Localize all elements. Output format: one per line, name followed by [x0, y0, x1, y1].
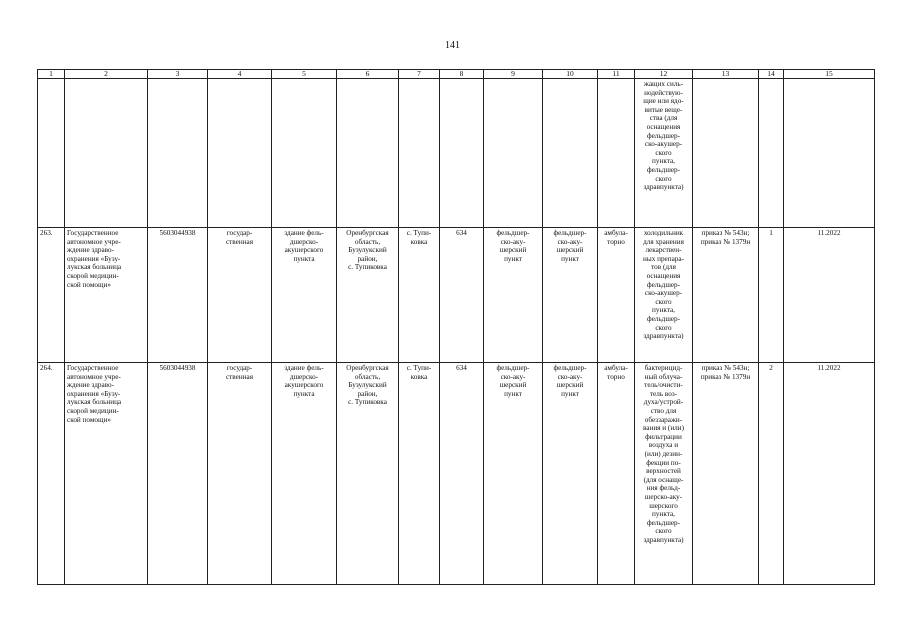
- cell-line: холодильник: [643, 229, 684, 237]
- header-cell: 1: [38, 70, 65, 79]
- quantity-cell: 1: [759, 228, 784, 363]
- cell-line: верхностей: [646, 467, 681, 476]
- cell-line: пункт: [561, 389, 579, 398]
- cell-line: фельдшер-: [646, 131, 681, 140]
- cell-line: оснащения: [646, 122, 681, 131]
- cell-line: ско-акушер-: [644, 289, 683, 298]
- cell-line: акушерского: [284, 381, 324, 390]
- cell-line: шерский: [556, 246, 584, 255]
- cell-line: с. Тупиковка: [348, 263, 387, 272]
- header-cell: 2: [65, 70, 148, 79]
- cell-line: фельдшер-: [553, 364, 587, 372]
- cell-line: витые веще-: [644, 105, 683, 114]
- header-cell: 5: [272, 70, 337, 79]
- cell-line: нодействую-: [644, 88, 683, 97]
- cell-line: лукская больница: [67, 398, 122, 407]
- cell-line: государ-: [226, 364, 253, 372]
- cell-line: бактерицид-: [644, 364, 683, 372]
- header-cell: 12: [635, 70, 693, 79]
- cell-line: жащих силь-: [643, 80, 684, 88]
- cell-line: пункта,: [652, 157, 675, 166]
- cell-line: пункта,: [652, 306, 675, 315]
- cell-line: пункта: [293, 254, 315, 263]
- cell-line: пункта: [293, 389, 315, 398]
- cell-line: лукская больница: [67, 263, 122, 272]
- cell-line: область,: [354, 237, 381, 246]
- cell-line: здравпункта): [643, 535, 684, 544]
- cell-line: фельдшер-: [646, 314, 681, 323]
- cell-line: фельдшер-: [496, 229, 530, 237]
- cell-line: охранения «Бузу-: [67, 254, 121, 263]
- cell-line: Оренбургская: [346, 364, 389, 372]
- cell-line: дшерско-: [289, 372, 319, 381]
- cell-line: лекарствен-: [645, 246, 682, 255]
- code-cell: 634: [440, 363, 484, 585]
- cell-line: вания и (или): [643, 424, 684, 433]
- cell-line: ского: [655, 174, 672, 183]
- cell-line: амбула-: [604, 364, 628, 372]
- order-cell: [693, 363, 759, 585]
- cell-line: ской помощи»: [67, 415, 111, 424]
- building-cell: [272, 363, 337, 585]
- cell-line: фельдшер-: [553, 229, 587, 237]
- cell-line: ско-аку-: [557, 237, 583, 246]
- cell-line: здание фель-: [284, 229, 324, 237]
- cell-line: (для оснаще-: [643, 475, 684, 484]
- cell-line: скорой медицин-: [67, 271, 119, 280]
- cell-line: пункт: [504, 389, 522, 398]
- cell-line: шерский: [499, 246, 527, 255]
- cell-line: ского: [655, 297, 672, 306]
- settlement-cell: [399, 228, 440, 363]
- cell-line: акушерского: [284, 246, 324, 255]
- cell-line: фельдшер-: [646, 280, 681, 289]
- cell-line: здравпункта): [643, 332, 684, 341]
- header-cell: 11: [598, 70, 635, 79]
- cell-line: здравпункта): [643, 183, 684, 192]
- equipment-cell: [635, 228, 693, 363]
- header-cell: 10: [543, 70, 598, 79]
- unit-type-cell: [484, 363, 543, 585]
- cell-line: скорой медицин-: [67, 406, 119, 415]
- cell-line: приказ № 543н;: [701, 229, 750, 237]
- header-cell: 14: [759, 70, 784, 79]
- cell-line: ственная: [225, 372, 254, 381]
- unit-type-cell: [484, 228, 543, 363]
- header-row: [38, 70, 875, 79]
- cell-line: с. Тупи-: [406, 229, 432, 237]
- header-cell: 4: [208, 70, 272, 79]
- registry-table: [37, 69, 875, 585]
- cell-line: охранения «Бузу-: [67, 389, 121, 398]
- cell-line: ство для: [650, 406, 677, 415]
- row-number-cell: 264.: [38, 363, 65, 585]
- cell-line: тель воз-: [649, 389, 678, 398]
- cell-line: ственная: [225, 237, 254, 246]
- date-cell: 11.2022: [784, 228, 875, 363]
- care-type-cell: [598, 228, 635, 363]
- ownership-cell: [208, 228, 272, 363]
- building-cell: [272, 228, 337, 363]
- cell-line: торно: [607, 237, 625, 246]
- date-cell: 11.2022: [784, 363, 875, 585]
- page-number: 141: [445, 40, 460, 51]
- quantity-cell: 2: [759, 363, 784, 585]
- address-cell: [337, 363, 399, 585]
- cell-line: приказ № 543н;: [701, 364, 750, 372]
- cell-line: шерский: [499, 381, 527, 390]
- cell-line: ковка: [410, 237, 428, 246]
- cell-line: приказ № 1379н: [700, 372, 751, 381]
- cell-line: ства (для: [649, 114, 678, 123]
- cell-line: тов (для: [651, 263, 676, 272]
- code-cell: 634: [440, 228, 484, 363]
- cell-line: область,: [354, 372, 381, 381]
- cell-line: для хранения: [643, 237, 684, 246]
- cell-line: духа/устрой-: [643, 398, 684, 407]
- organization-cell: [65, 228, 148, 363]
- cell-line: государ-: [226, 229, 253, 237]
- cell-line: ковка: [410, 372, 428, 381]
- organization-cell: [65, 363, 148, 585]
- row-number-cell: 263.: [38, 228, 65, 363]
- cell-line: автономное учре-: [67, 237, 121, 246]
- cell-line: пункт: [504, 254, 522, 263]
- ownership-cell: [208, 363, 272, 585]
- cell-line: ского: [655, 148, 672, 157]
- cell-line: амбула-: [604, 229, 628, 237]
- cell-line: Оренбургская: [346, 229, 389, 237]
- cell-line: ского: [655, 323, 672, 332]
- cell-line: щие или ядо-: [643, 97, 684, 106]
- cell-line: ского: [655, 527, 672, 536]
- table-row: [38, 228, 875, 363]
- cell-line: шерского: [649, 501, 678, 510]
- header-cell: 7: [399, 70, 440, 79]
- cell-line: оснащения: [646, 271, 681, 280]
- header-cell: 6: [337, 70, 399, 79]
- cell-line: Государственное: [67, 364, 119, 372]
- equipment-cell: [635, 363, 693, 585]
- cell-line: фекции по-: [646, 458, 681, 467]
- cell-line: с. Тупиковка: [348, 398, 387, 407]
- cell-line: приказ № 1379н: [700, 237, 751, 246]
- cell-line: ный облуча-: [644, 372, 683, 381]
- cell-line: ния фельд-: [646, 484, 681, 493]
- cell-line: торно: [607, 372, 625, 381]
- cell-line: ждение здраво-: [67, 381, 114, 390]
- cell-line: Бузулукский: [348, 246, 387, 255]
- cell-line: с. Тупи-: [406, 364, 432, 372]
- cell-line: фельдшер-: [496, 364, 530, 372]
- equipment-cell: [635, 79, 693, 228]
- order-cell: [693, 228, 759, 363]
- cell-line: район,: [357, 254, 378, 263]
- cell-line: Государственное: [67, 229, 119, 237]
- cell-line: обеззаражи-: [644, 415, 683, 424]
- header-cell: 3: [148, 70, 208, 79]
- cell-line: ской помощи»: [67, 280, 111, 289]
- cell-line: фильтрации: [645, 432, 682, 441]
- cell-line: Бузулукский: [348, 381, 387, 390]
- unit-name-cell: [543, 228, 598, 363]
- cell-line: ско-акушер-: [644, 140, 683, 149]
- care-type-cell: [598, 363, 635, 585]
- cell-line: район,: [357, 389, 378, 398]
- cell-line: тель/очисти-: [644, 381, 683, 390]
- table-row-continuation: [38, 79, 875, 228]
- header-cell: 15: [784, 70, 875, 79]
- cell-line: шерский: [556, 381, 584, 390]
- header-cell: 9: [484, 70, 543, 79]
- cell-line: ско-аку-: [500, 372, 526, 381]
- cell-line: здание фель-: [284, 364, 324, 372]
- cell-line: автономное учре-: [67, 372, 121, 381]
- cell-line: пункт: [561, 254, 579, 263]
- cell-line: ных препара-: [643, 254, 684, 263]
- unit-name-cell: [543, 363, 598, 585]
- inn-cell: 5603044938: [148, 363, 208, 585]
- cell-line: (или) дезин-: [644, 449, 683, 458]
- header-cell: 8: [440, 70, 484, 79]
- cell-line: шерско-аку-: [644, 492, 683, 501]
- cell-line: ско-аку-: [500, 237, 526, 246]
- cell-line: фельдшер-: [646, 165, 681, 174]
- cell-line: ждение здраво-: [67, 246, 114, 255]
- table-row: [38, 363, 875, 585]
- cell-line: ско-аку-: [557, 372, 583, 381]
- cell-line: воздуха и: [648, 441, 679, 450]
- inn-cell: 5603044938: [148, 228, 208, 363]
- cell-line: дшерско-: [289, 237, 319, 246]
- cell-line: фельдшер-: [646, 518, 681, 527]
- address-cell: [337, 228, 399, 363]
- cell-line: пункта,: [652, 510, 675, 519]
- settlement-cell: [399, 363, 440, 585]
- header-cell: 13: [693, 70, 759, 79]
